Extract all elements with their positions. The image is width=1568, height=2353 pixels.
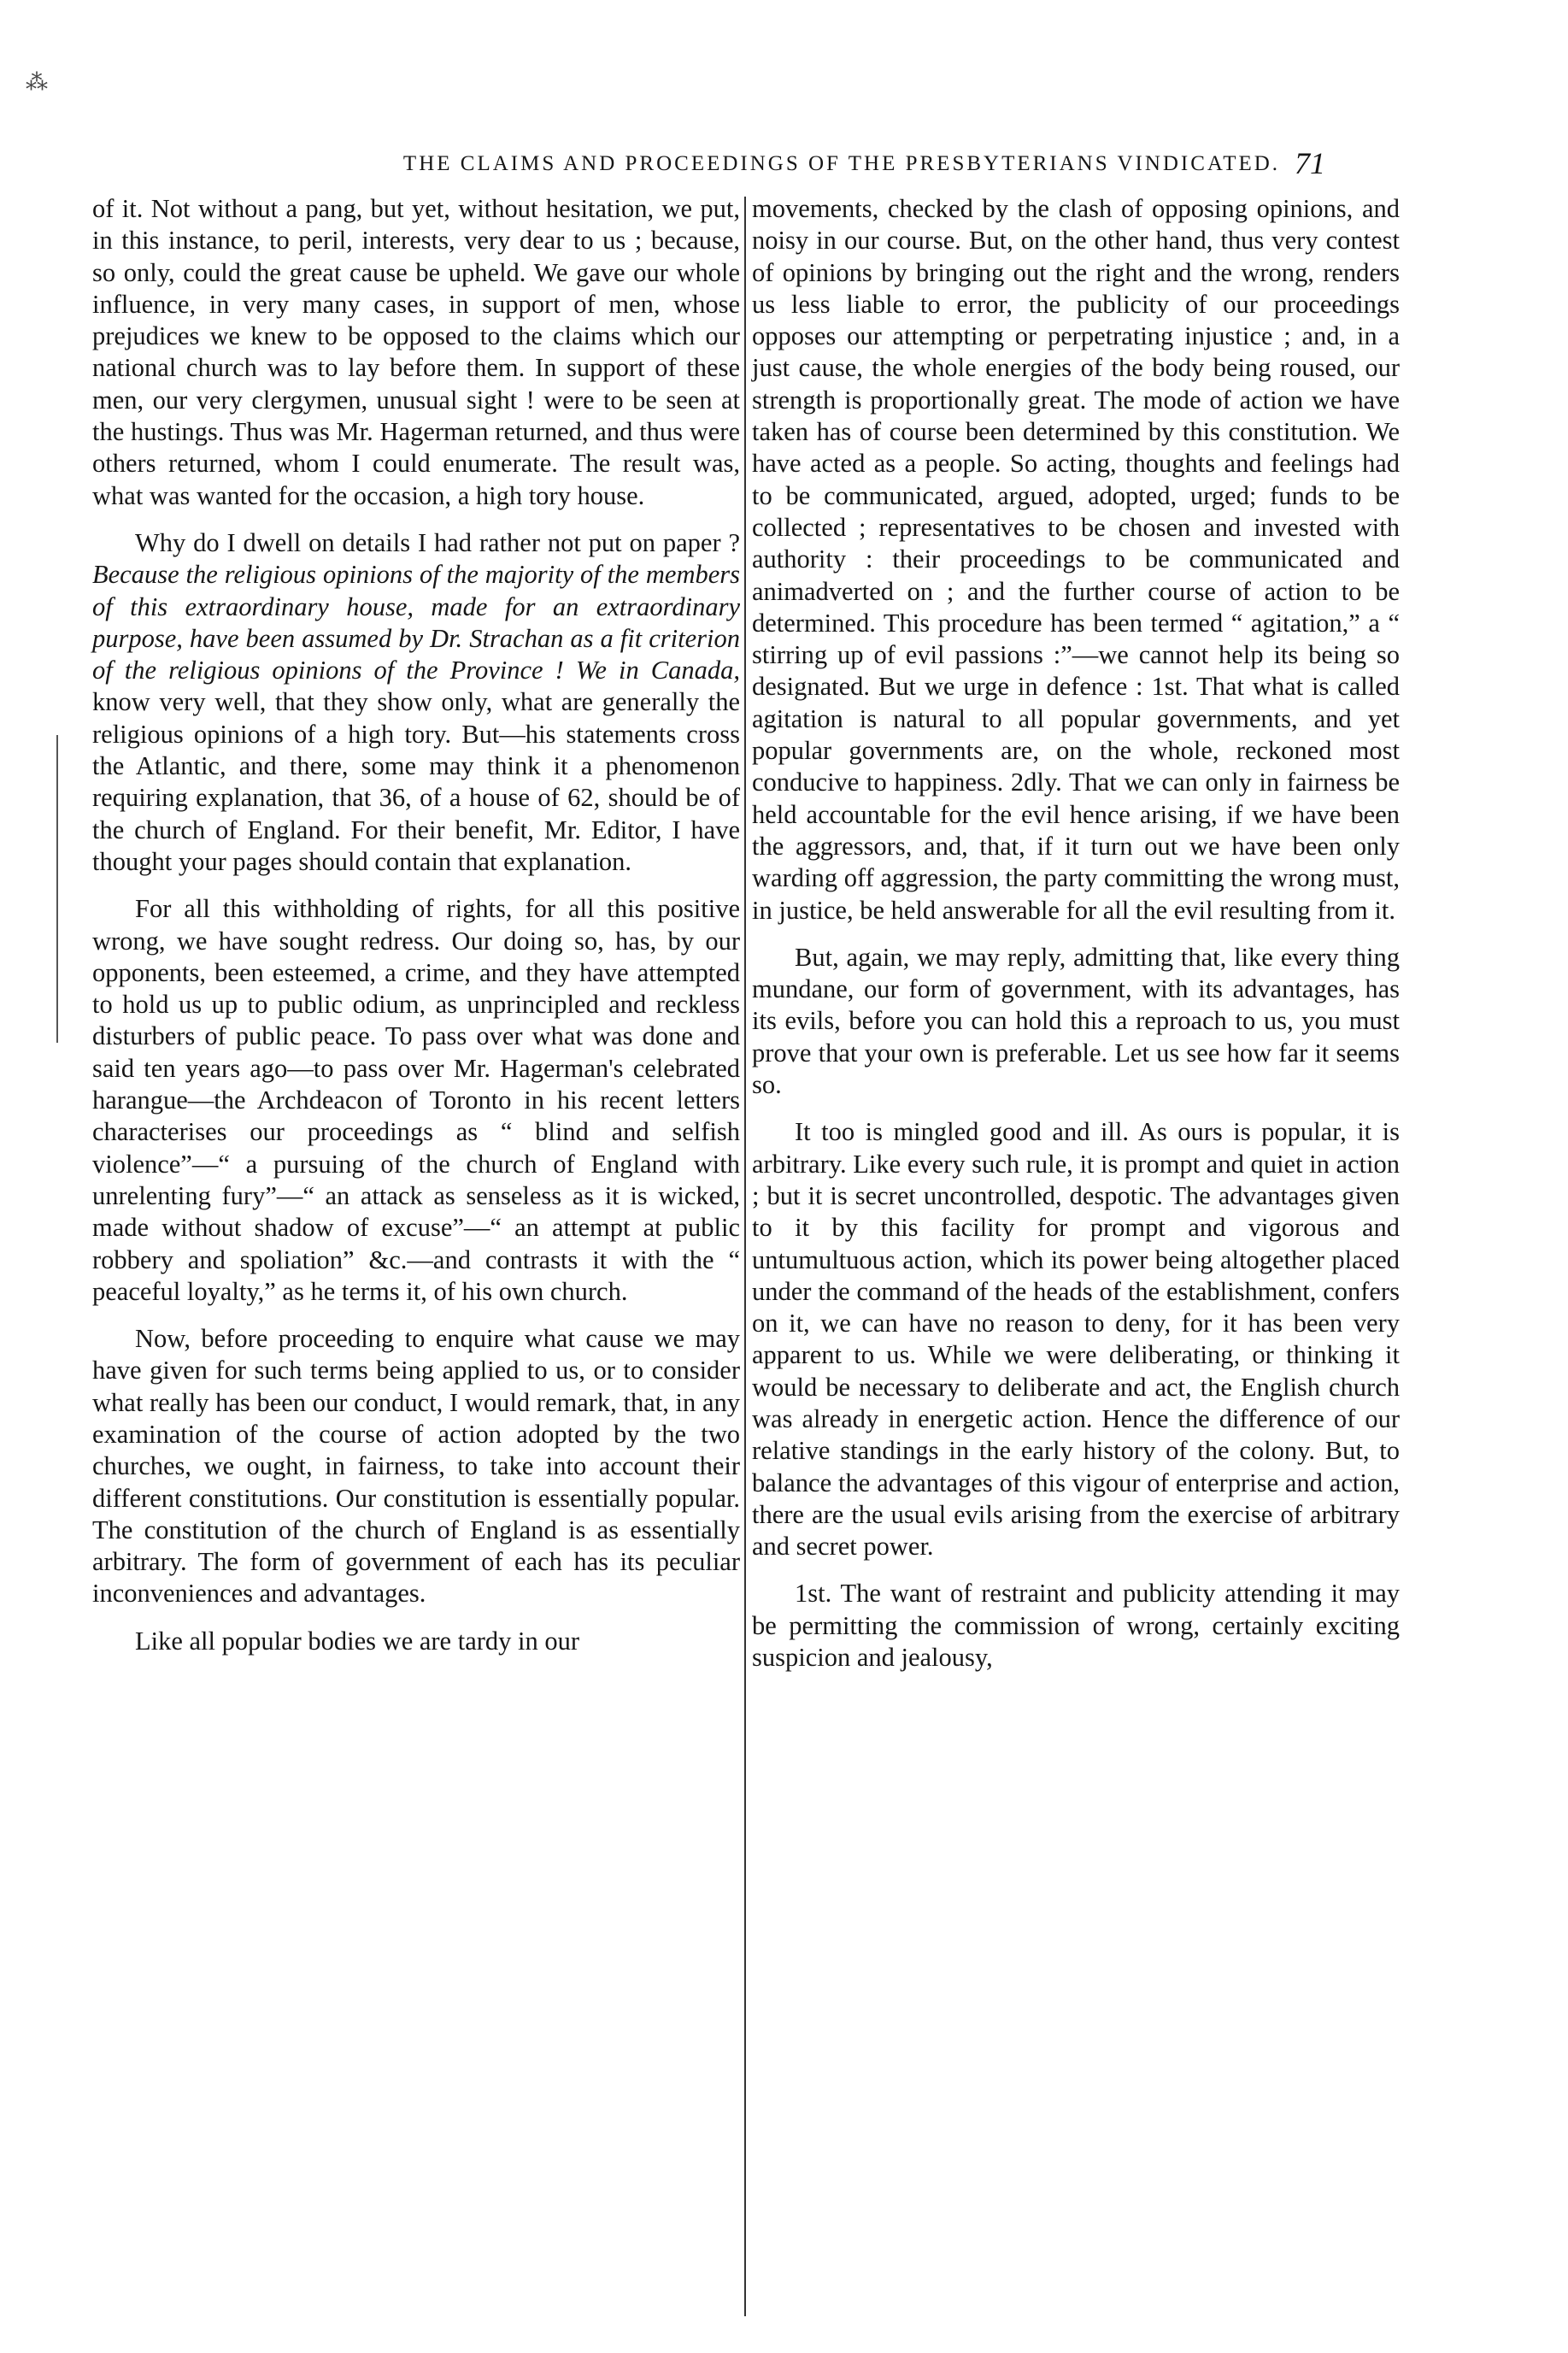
paragraph: But, again, we may reply, admitting that, like every thing mundane, our form of government, with its advantages, has its evils, before you can hold this a reproach to us, you must prove that your own is preferable. Let us see how far it seems so. — [752, 942, 1400, 1100]
margin-rule — [56, 735, 58, 1043]
running-title: THE CLAIMS AND PROCEEDINGS OF THE PRESBYTERIANS VINDICATED. — [402, 152, 1281, 175]
paragraph: 1st. The want of restraint and publicity attending it may be permitting the commission of wrong, certainly exciting suspicion and jealousy, — [752, 1579, 1400, 1673]
paragraph — [92, 527, 740, 878]
margin-marks: ⁂ — [26, 70, 48, 95]
paragraph: movements, checked by the clash of opposing opinions, and noisy in our course. But, on the other hand, thus very contest of opinions by bringing out the right and the wrong, renders us less liable to error, the publicity of our proceedings opposes our attempting or perpetrating injustice ; and, in a just cause, the whole energies of the body being roused, our strength is proportionally great. The mode of action we have taken has of course been determined by this constitution. We have acted as a people. So acting, thoughts and feelings had to be communicated, argued, adopted, urged; funds to be collected ; representatives to be chosen and invested with authority : their proceedings to be communicated and animadverted on ; and the further course of action to be determined. This procedure has been termed “ agitation,” a “ stirring up of evil passions :”—we cannot help its being so designated. But we urge in defence : 1st. That what is called agitation is natural to all popular governments, and yet popular governments are, on the whole, reckoned most conducive to happiness. 2dly. That we can only in fairness be held accountable for the evil hence arising, if we have been the aggressors, and, that, if it turn out we have been only warding off aggression, the party committing the wrong must, in justice, be held answerable for all the evil resulting from it. — [752, 194, 1400, 925]
paragraph: For all this withholding of rights, for all this positive wrong, we have sought redress. Our doing so, has, by our opponents, been esteemed, a crime, and they have attempted to hold us up to public odium, as unprincipled and reckless disturbers of public peace. To pass over what was done and said ten years ago—to pass over Mr. Hagerman's celebrated harangue—the Archdeacon of Toronto in his recent letters characterises our proceedings as “ blind and selfish violence”—“ a pursuing of the church of England with unrelenting fury”—“ an attack as senseless as it is wicked, made without shadow of excuse”—“ an attempt at public robbery and spoliation” &c.—and contrasts it with the “ peaceful loyalty,” as he terms it, of his own church. — [92, 894, 740, 1306]
italic-quote: Because the religious opinions of the majority of the members of this extraordinary house, made for an extraordinary purpose, have been assumed by Dr. Strachan as a fit criterion of the religious opinions of the Province ! We in Canada, — [92, 560, 740, 685]
column-divider — [744, 197, 746, 2316]
paragraph: of it. Not without a pang, but yet, without hesitation, we put, in this instance, to peril, interests, very dear to us ; because, so only, could the great cause be upheld. We gave our whole influence, in very many cases, in support of men, whose prejudices we knew to be opposed to the claims which our national church was to lay before them. In support of these men, our very clergymen, unusual sight ! were to be seen at the hustings. Thus was Mr. Hagerman returned, and thus were others returned, whom I could enumerate. The result was, what was wanted for the occasion, a high tory house. — [92, 194, 740, 510]
paragraph: Now, before proceeding to enquire what cause we may have given for such terms being applied to us, or to consider what really has been our conduct, I would remark, that, in any examination of the course of action adopted by the two churches, we ought, in fairness, to take into account their different constitutions. Our constitution is essentially popular. The constitution of the church of England is as essentially arbitrary. The form of government of each has its peculiar inconveniences and advantages. — [92, 1324, 740, 1609]
paragraph: Like all popular bodies we are tardy in our — [135, 1626, 580, 1656]
left-column — [92, 193, 740, 1657]
right-column — [752, 193, 1400, 1674]
paragraph: It too is mingled good and ill. As ours is popular, it is arbitrary. Like every such rule, it is prompt and quiet in action ; but it is secret uncontrolled, despotic. The advantages given to it by this facility for prompt and vigorous and untumultuous action, which its power being altogether placed under the command of the heads of the establishment, confers on it, we can have no reason to deny, for it has been very apparent to us. While we were deliberating, or thinking it would be necessary to deliberate and act, the English church was already in energetic action. Hence the difference of our relative standings in the early history of the colony. But, to balance the advantages of this vigour of enterprise and action, there are the usual evils arising from the exercise of arbitrary and secret power. — [752, 1117, 1400, 1562]
paragraph-text: Why do I dwell on details I had rather not put on paper ? — [135, 527, 740, 557]
page-number: 71 — [1295, 146, 1325, 180]
paragraph-text: know very well, that they show only, what are generally the religious opinions of a high tory. But—his statements cross the Atlantic, and there, some may think it a phenomenon requiring explanation, that 36, of a house of 62, should be of the church of England. For their benefit, Mr. Editor, I have thought your pages should contain that explanation. — [92, 687, 740, 876]
